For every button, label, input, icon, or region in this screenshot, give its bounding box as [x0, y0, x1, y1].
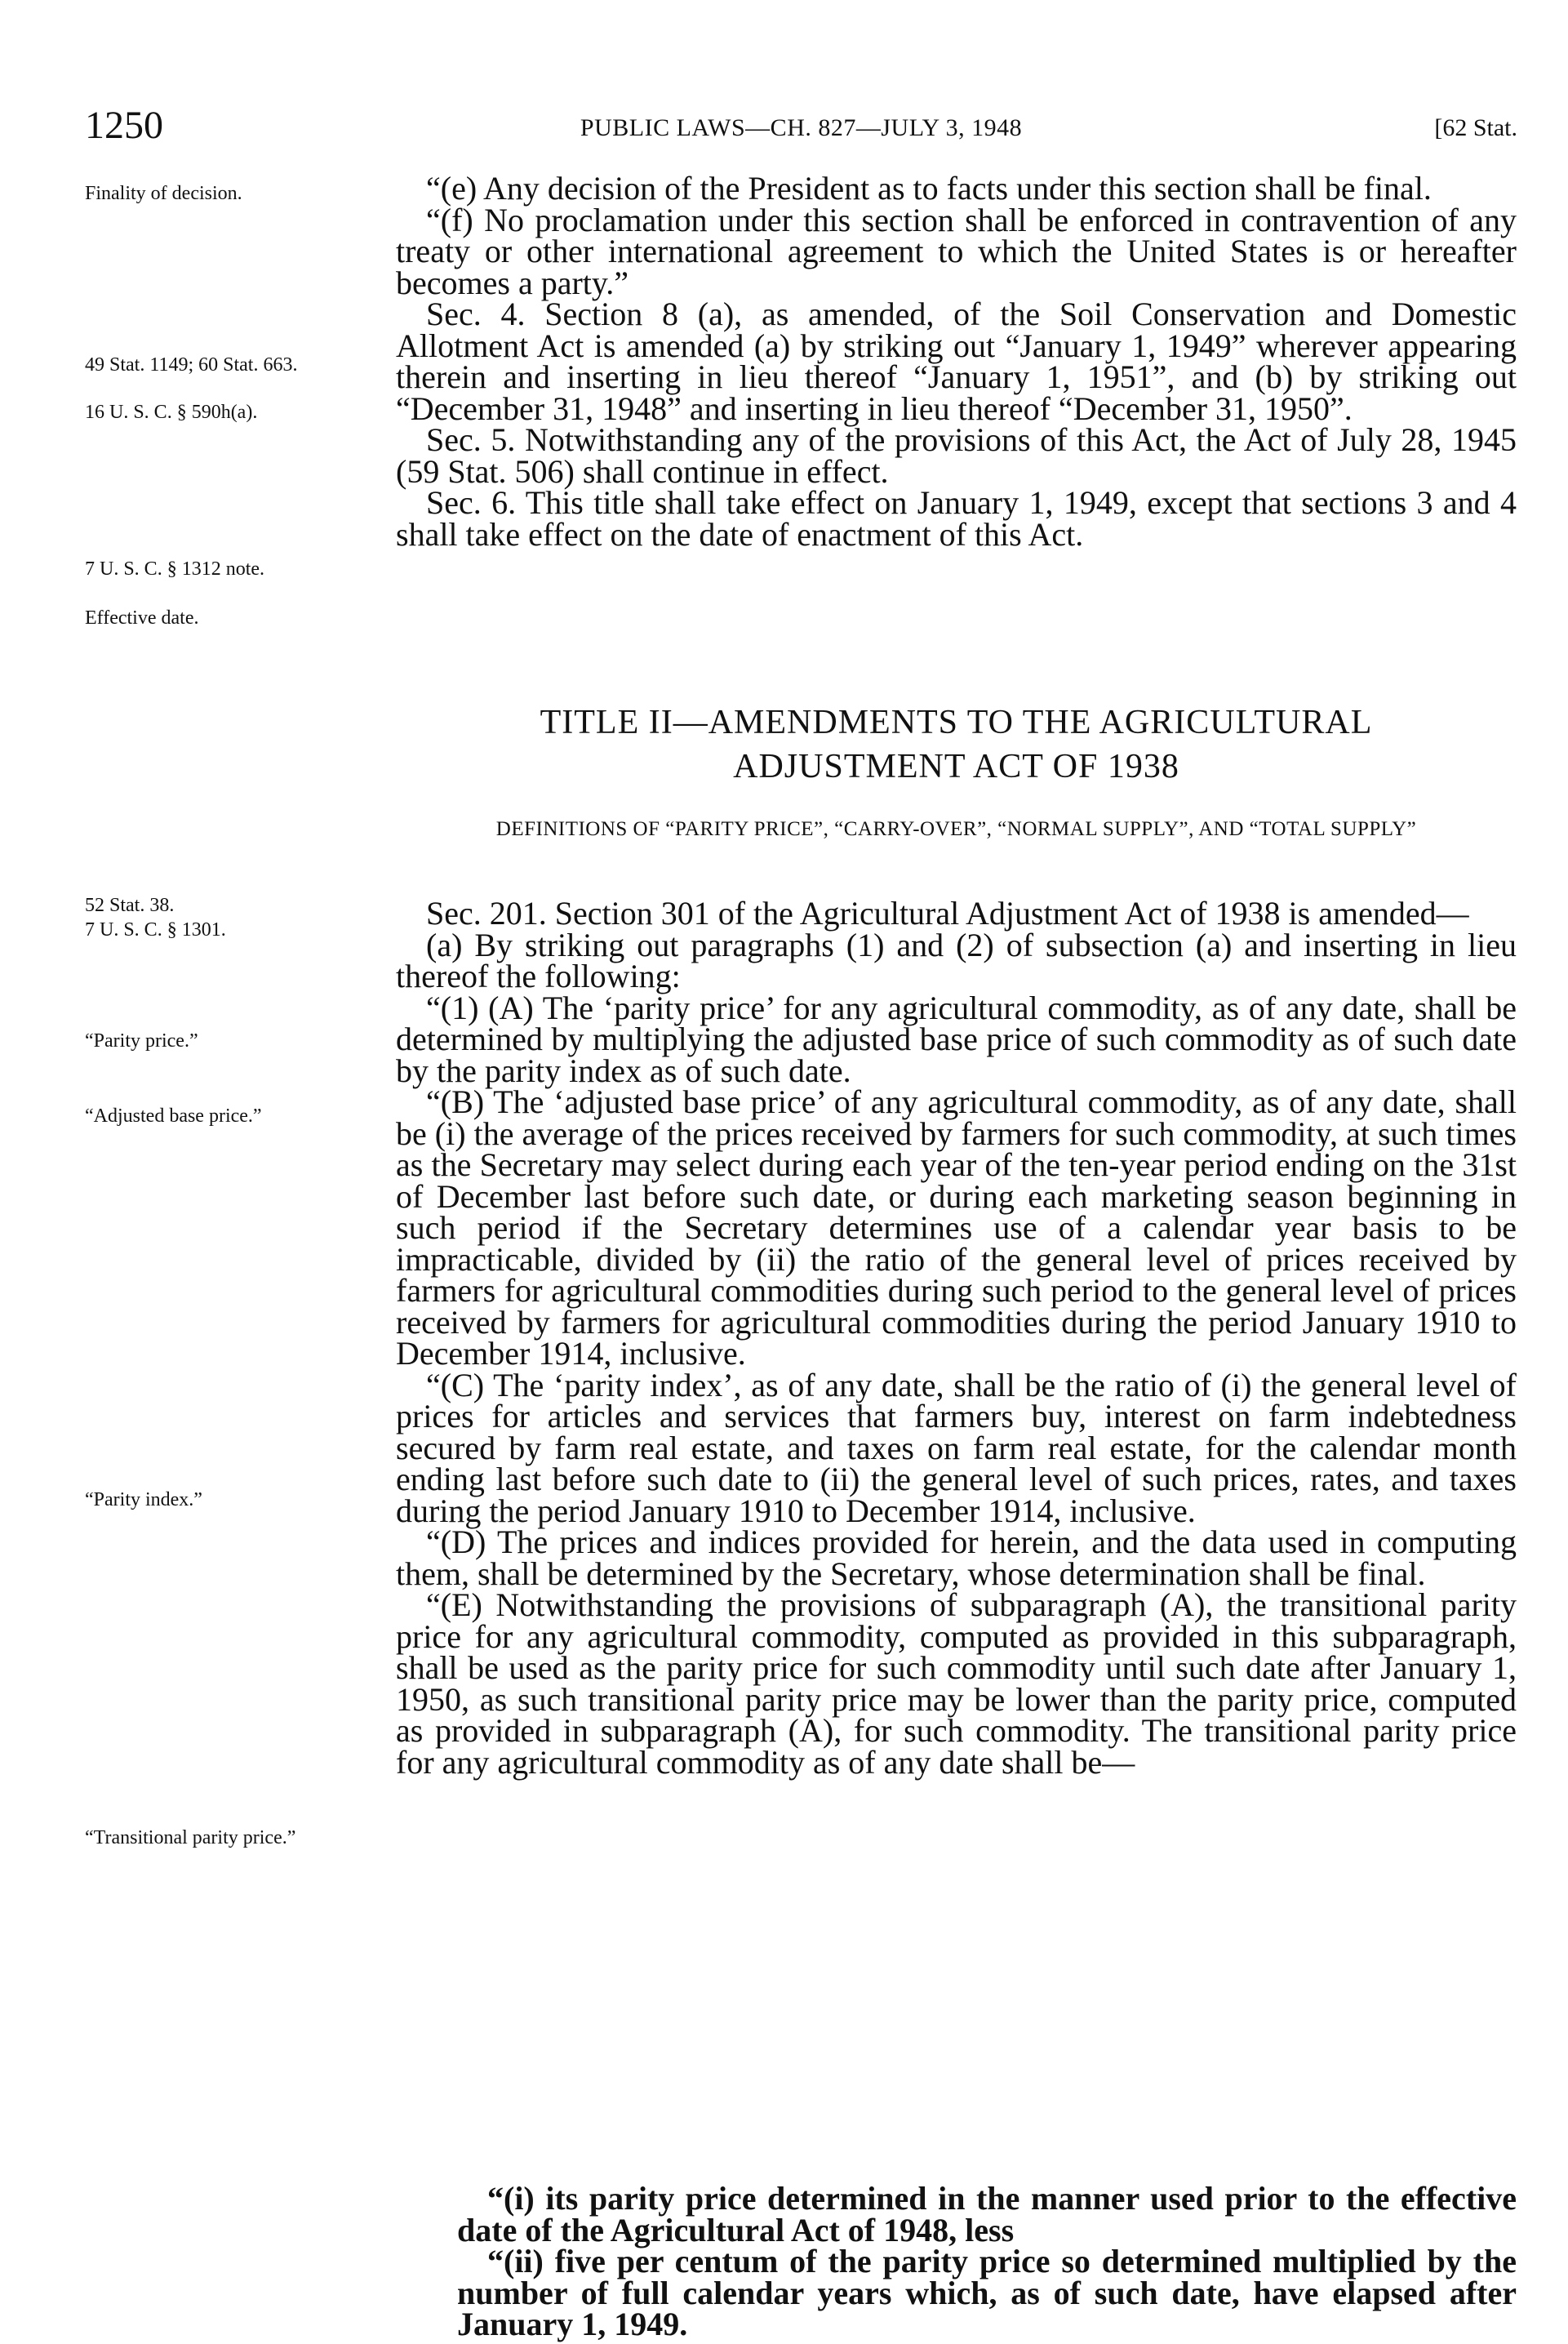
margin-note-finality: Finality of decision.: [85, 183, 242, 204]
title-block: [396, 701, 1517, 789]
margin-note-effective-date: Effective date.: [85, 607, 199, 629]
paragraph-sec-5: Sec. 5. Notwithstanding any of the provisions of this Act, the Act of July 28, 1945 (59 Stat. 506) shall continue in effect.: [396, 421, 1517, 490]
running-title: PUBLIC LAWS—CH. 827—JULY 3, 1948: [580, 114, 1023, 141]
title-line-2: ADJUSTMENT ACT OF 1938: [733, 748, 1179, 785]
margin-note-adjusted-base-price: “Adjusted base price.”: [85, 1105, 262, 1127]
margin-note-52-stat: 52 Stat. 38.: [85, 895, 175, 916]
paragraph-e-transitional: “(E) Notwithstanding the provisions of subparagraph (A), the transitional parity price for any agricultural commodity, computed as provided in this subparagraph, shall be used as the parity price for such commodity until such date after January 1, 1950, as such transitional parity price may be lower than the parity price, computed as provided in subparagraph (A), for such commodity. The transitional parity price for any agricultural commodity as of any date shall be—: [396, 1586, 1517, 1781]
subheading-block: [384, 813, 1529, 846]
paragraph-c: “(C) The ‘parity index’, as of any date, shall be the ratio of (i) the general level of prices for articles and services that farmers buy, interest on farm indebtedness secured by farm real estate, and taxes on farm real estate, for the calendar month ending last before such date to (ii) the general level of such prices, rates, and taxes during the period January 1910 to December 1914, inclusive.: [396, 1366, 1517, 1529]
paragraph-a: (a) By striking out paragraphs (1) and (2) of subsection (a) and inserting in lieu thereof the following:: [396, 926, 1517, 994]
subheading: DEFINITIONS OF “PARITY PRICE”, “CARRY-OVER”, “NORMAL SUPPLY”, AND “TOTAL SUPPLY”: [495, 818, 1417, 840]
paragraph-1-a: “(1) (A) The ‘parity price’ for any agricultural commodity, as of any date, shall be determined by multiplying the adjusted base price of such commodity as of such date by the parity index as of such date.: [396, 989, 1517, 1089]
paragraph-sec-4: Sec. 4. Section 8 (a), as amended, of the Soil Conservation and Domestic Allotment Act is amended (a) by striking out “January 1, 1949” wherever appearing therein and inserting in lieu thereof “January 1, 1951”, and (b) by striking out “December 31, 1948” and inserting in lieu thereof “December 31, 1950”.: [396, 296, 1517, 427]
paragraph-e: “(e) Any decision of the President as to facts under this section shall be final.: [426, 170, 1432, 207]
paragraph-f: “(f) No proclamation under this section shall be enforced in contravention of any treaty or other international agreement to which the United States is or hereafter becomes a party.”: [396, 201, 1517, 301]
main-text-section-2: [396, 895, 1517, 1781]
paragraph-sec-6: Sec. 6. This title shall take effect on January 1, 1949, except that sections 3 and 4 shall take effect on the date of enactment of this Act.: [396, 484, 1517, 553]
margin-note-parity-price: “Parity price.”: [85, 1030, 198, 1052]
main-text-section-3: [457, 2180, 1517, 2342]
paragraph-ii: “(ii) five per centum of the parity price so determined multiplied by the number of full calendar years which, as of such date, have elapsed after January 1, 1949.: [457, 2243, 1517, 2342]
margin-note-transitional-parity-price: “Transitional parity price.”: [85, 1827, 296, 1848]
paragraph-b: “(B) The ‘adjusted base price’ of any agricultural commodity, as of any date, shall be (i) the average of the prices received by farmers for such commodity, at such times as the Secretary may select during each year of the ten-year period ending on the 31st of December last before such date, or during each marketing season beginning in such period if the Secretary determines use of a calendar year basis to be impracticable, divided by (ii) the ratio of the general level of prices received by farmers for agricultural commodities during such period to the general level of prices received by farmers for agricultural commodities during the period January 1910 to December 1914, inclusive.: [396, 1083, 1517, 1372]
paragraph-sec-201: Sec. 201. Section 301 of the Agricultural Adjustment Act of 1938 is amended—: [426, 895, 1469, 932]
paragraph-d: “(D) The prices and indices provided for herein, and the data used in computing them, shall be determined by the Secretary, whose determination shall be final.: [396, 1523, 1517, 1592]
title-line-1: TITLE II—AMENDMENTS TO THE AGRICULTURAL: [540, 704, 1373, 741]
main-text-section-1: [396, 170, 1517, 553]
page-header: [85, 103, 1517, 160]
page-number: 1250: [85, 104, 163, 147]
margin-note-7-usc-1312: 7 U. S. C. § 1312 note.: [85, 558, 265, 580]
margin-note-49-stat: 49 Stat. 1149; 60 Stat. 663.: [85, 354, 298, 376]
margin-note-7-usc-1301: 7 U. S. C. § 1301.: [85, 919, 226, 941]
margin-note-parity-index: “Parity index.”: [85, 1489, 202, 1510]
paragraph-i: “(i) its parity price determined in the manner used prior to the effective date of the Agricultural Act of 1948, less: [457, 2180, 1517, 2248]
margin-note-16-usc: 16 U. S. C. § 590h(a).: [85, 402, 258, 423]
statute-reference: [62 Stat.: [1434, 114, 1517, 141]
